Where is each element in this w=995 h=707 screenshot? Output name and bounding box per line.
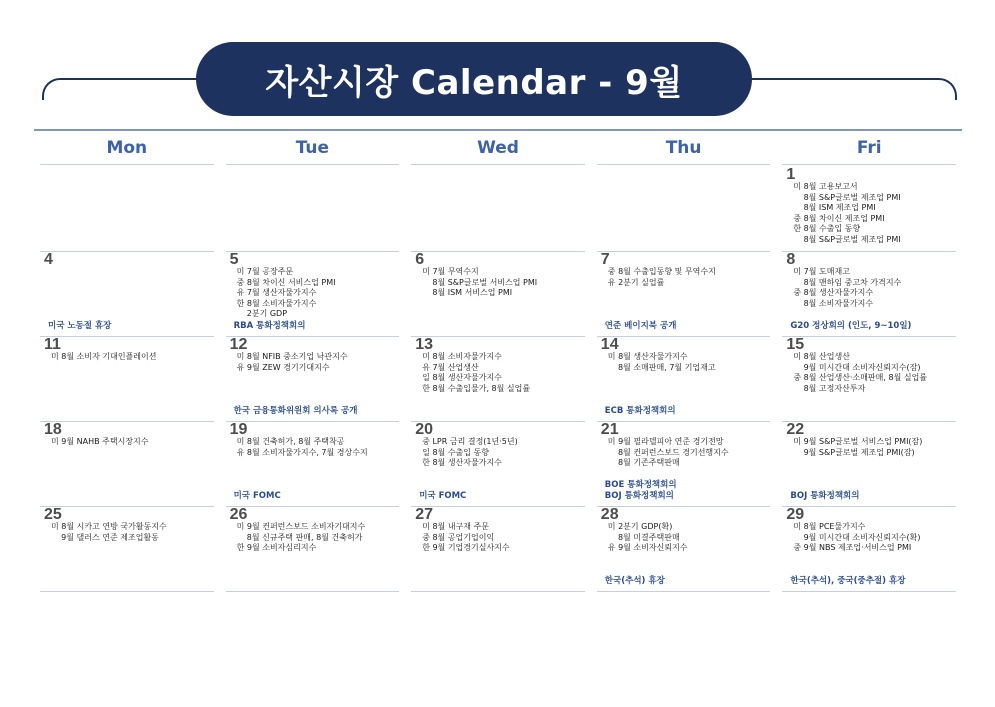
schedule-list xyxy=(422,522,583,554)
day-cell xyxy=(782,422,956,507)
day-cell xyxy=(597,507,771,592)
schedule-list xyxy=(793,522,954,554)
day-cell xyxy=(226,252,400,337)
schedule-item: 한 8월 수출입 동향 xyxy=(793,224,861,234)
day-number: 18 xyxy=(44,422,62,438)
day-number: 29 xyxy=(786,507,805,523)
schedule-item: 미 8월 시카고 연방 국가활동지수 xyxy=(51,522,167,531)
day-number: 19 xyxy=(229,422,248,438)
schedule-list xyxy=(237,437,398,458)
schedule-item: 8월 고정자산투자 xyxy=(793,383,866,393)
schedule-list xyxy=(793,267,954,309)
schedule-item: 유 8월 소비자물가지수, 7월 경상수지 xyxy=(236,447,368,457)
schedule-item: 미 9월 S&P글로벌 서비스업 PMI(잠) xyxy=(793,437,923,446)
schedule-list xyxy=(51,352,212,363)
day-cell xyxy=(782,252,956,337)
schedule-item: 중 LPR 금리 결정(1년·5년) xyxy=(422,437,518,446)
day-cell xyxy=(40,337,214,422)
day-number: 5 xyxy=(229,252,239,268)
schedule-list xyxy=(793,437,954,458)
day-number: 27 xyxy=(415,507,433,523)
event-label: 미국 FOMC xyxy=(419,491,467,501)
schedule-list xyxy=(608,267,769,288)
event-label: BOE 통화정책회의 xyxy=(604,480,677,490)
event-label: RBA 통화정책회의 xyxy=(233,321,306,331)
event-note xyxy=(605,321,677,332)
weekday-header xyxy=(34,131,962,165)
schedule-list xyxy=(608,437,769,469)
schedule-item: 한 8월 수출입물가, 8월 실업률 xyxy=(422,383,531,393)
day-cell xyxy=(411,507,585,592)
event-note xyxy=(234,491,281,502)
title-banner xyxy=(196,42,752,116)
schedule-item: 중 8월 산업생산·소매판매, 8월 실업률 xyxy=(793,373,928,383)
event-label: ECB 통화정책회의 xyxy=(604,406,676,416)
schedule-list xyxy=(608,522,769,554)
schedule-item: 8월 미결주택판매 xyxy=(607,532,680,542)
weekday-tue: Tue xyxy=(226,131,400,165)
day-number: 4 xyxy=(44,252,53,268)
schedule-item: 중 8월 생산자물가지수 xyxy=(793,288,874,298)
event-label: G20 정상회의 (인도, 9~10일) xyxy=(790,321,912,331)
event-note xyxy=(790,321,911,332)
schedule-item: 일 8월 수출입 동향 xyxy=(422,447,490,457)
event-note xyxy=(419,491,466,502)
day-number: 25 xyxy=(44,507,62,523)
schedule-item: 8월 소매판매, 7월 기업재고 xyxy=(607,362,716,372)
schedule-item: 미 8월 건축허가, 8월 주택착공 xyxy=(236,437,345,446)
schedule-item: 중 8월 차이신 제조업 PMI xyxy=(793,213,885,223)
day-cell xyxy=(782,337,956,422)
day-number: 6 xyxy=(415,252,425,268)
day-number: 28 xyxy=(600,507,619,523)
weekday-mon: Mon xyxy=(40,131,214,165)
event-note xyxy=(790,491,859,502)
schedule-item: 8월 기존주택판매 xyxy=(607,458,680,468)
schedule-item: 미 9월 컨퍼런스보드 소비자기대지수 xyxy=(236,522,366,531)
schedule-item: 유 7월 생산자물가지수 xyxy=(236,288,317,298)
event-label: 미국 FOMC xyxy=(233,491,281,501)
schedule-list xyxy=(793,352,954,394)
schedule-item: 한 9월 소비자심리지수 xyxy=(236,543,317,553)
schedule-item: 유 2분기 실업률 xyxy=(607,277,665,287)
schedule-list xyxy=(237,352,398,373)
schedule-item: 8월 S&P글로벌 제조업 PMI xyxy=(793,234,901,244)
schedule-item: 8월 컨퍼런스보드 경기선행지수 xyxy=(607,447,729,457)
day-cell xyxy=(597,167,771,252)
schedule-list xyxy=(51,522,212,543)
day-number: 8 xyxy=(786,252,796,268)
schedule-item: 유 9월 소비자신뢰지수 xyxy=(607,543,688,553)
schedule-item: 미 8월 소비자 기대인플레이션 xyxy=(51,352,157,361)
schedule-item: 미 2분기 GDP(확) xyxy=(607,522,673,531)
schedule-item: 미 8월 소비자물가지수 xyxy=(422,352,502,361)
day-number: 14 xyxy=(600,337,619,353)
event-note xyxy=(234,406,358,417)
schedule-item: 미 8월 산업생산 xyxy=(793,352,850,361)
event-label: 한국(추석) 휴장 xyxy=(604,576,665,586)
weekday-fri: Fri xyxy=(782,131,956,165)
schedule-item: 8월 S&P글로벌 서비스업 PMI xyxy=(422,277,538,287)
day-cell xyxy=(40,167,214,252)
day-number: 20 xyxy=(415,422,433,438)
schedule-item: 한 8월 생산자물가지수 xyxy=(422,458,502,468)
schedule-list xyxy=(608,352,769,373)
schedule-item: 미 9월 필라델피아 연준 경기전망 xyxy=(607,437,724,446)
day-cell xyxy=(40,507,214,592)
schedule-item: 8월 ISM 서비스업 PMI xyxy=(422,288,513,298)
schedule-item: 미 9월 NAHB 주택시장지수 xyxy=(51,437,149,446)
schedule-item: 중 8월 공업기업이익 xyxy=(422,532,495,542)
schedule-list xyxy=(237,522,398,554)
day-number: 11 xyxy=(44,337,61,353)
day-cell xyxy=(226,337,400,422)
day-cell xyxy=(597,337,771,422)
schedule-item: 중 8월 수출입동향 및 무역수지 xyxy=(607,267,716,276)
day-cell xyxy=(411,252,585,337)
day-cell xyxy=(226,422,400,507)
day-cell xyxy=(597,422,771,507)
schedule-item: 9월 댈러스 연준 제조업활동 xyxy=(51,532,159,542)
day-number: 7 xyxy=(600,252,610,268)
day-cell xyxy=(411,422,585,507)
schedule-list xyxy=(422,437,583,469)
event-note xyxy=(234,321,306,332)
event-label: 미국 노동절 휴장 xyxy=(48,321,112,331)
day-cell xyxy=(782,167,956,252)
day-cell xyxy=(226,507,400,592)
schedule-item: 미 8월 생산자물가지수 xyxy=(607,352,688,361)
schedule-item: 미 8월 내구재 주문 xyxy=(422,522,490,531)
calendar-grid xyxy=(34,167,962,677)
schedule-list xyxy=(422,352,583,394)
day-number: 26 xyxy=(229,507,248,523)
day-cell xyxy=(411,337,585,422)
schedule-item: 8월 맨하임 중고차 가격지수 xyxy=(793,277,902,287)
day-number: 12 xyxy=(229,337,248,353)
day-cell xyxy=(782,507,956,592)
day-number: 1 xyxy=(786,167,796,183)
header-line-right xyxy=(748,78,957,100)
schedule-item: 중 8월 차이신 서비스업 PMI xyxy=(236,277,336,287)
schedule-item: 8월 ISM 제조업 PMI xyxy=(793,203,876,213)
day-cell xyxy=(226,167,400,252)
event-note xyxy=(48,321,111,332)
weekday-thu: Thu xyxy=(597,131,771,165)
event-note xyxy=(605,406,676,417)
schedule-item: 미 7월 공장주문 xyxy=(236,267,294,276)
schedule-item: 미 7월 무역수지 xyxy=(422,267,479,276)
event-label: 연준 베이지북 공개 xyxy=(604,321,677,331)
day-cell xyxy=(411,167,585,252)
day-cell xyxy=(597,252,771,337)
schedule-item: 미 8월 PCE물가지수 xyxy=(793,522,866,531)
header-line-left xyxy=(42,78,202,100)
schedule-item: 미 7월 도매재고 xyxy=(793,267,850,276)
schedule-item: 유 9월 ZEW 경기기대지수 xyxy=(236,362,330,372)
schedule-item: 미 8월 고용보고서 xyxy=(793,182,858,191)
schedule-item: 9월 미시간대 소비자신뢰지수(잠) xyxy=(793,362,921,372)
page-title: 자산시장 Calendar - 9월 xyxy=(265,62,683,103)
schedule-item: 9월 미시간대 소비자신뢰지수(확) xyxy=(793,532,921,542)
schedule-item: 8월 소비자물가지수 xyxy=(793,298,874,308)
event-label: 한국 금융통화위원회 의사록 공개 xyxy=(233,406,358,416)
schedule-item: 8월 S&P글로벌 제조업 PMI xyxy=(793,192,901,202)
schedule-item: 유 7월 산업생산 xyxy=(422,362,479,372)
schedule-item: 한 8월 소비자물가지수 xyxy=(236,298,317,308)
schedule-list xyxy=(237,267,398,320)
event-label: BOJ 통화정책회의 xyxy=(604,491,674,501)
day-cell xyxy=(40,422,214,507)
day-number: 22 xyxy=(786,422,805,438)
event-note xyxy=(605,480,677,502)
schedule-list xyxy=(51,437,212,448)
day-number: 21 xyxy=(600,422,619,438)
schedule-item: 일 8월 생산자물가지수 xyxy=(422,373,502,383)
day-number: 13 xyxy=(415,337,433,353)
schedule-item: 2분기 GDP xyxy=(236,309,288,319)
event-label: 한국(추석), 중국(중추절) 휴장 xyxy=(790,576,906,586)
schedule-item: 9월 S&P글로벌 제조업 PMI(잠) xyxy=(793,447,915,457)
event-note xyxy=(605,576,665,587)
schedule-item: 8월 신규주택 판매, 8월 건축허가 xyxy=(236,532,363,542)
schedule-item: 중 9월 NBS 제조업·서비스업 PMI xyxy=(793,543,912,553)
day-number: 15 xyxy=(786,337,805,353)
schedule-item: 미 8월 NFIB 중소기업 낙관지수 xyxy=(236,352,348,361)
event-note xyxy=(790,576,905,587)
schedule-list xyxy=(793,182,954,246)
event-label: BOJ 통화정책회의 xyxy=(790,491,860,501)
day-cell xyxy=(40,252,214,337)
schedule-item: 한 9월 기업경기실사지수 xyxy=(422,543,510,553)
schedule-list xyxy=(422,267,583,299)
weekday-wed: Wed xyxy=(411,131,585,165)
